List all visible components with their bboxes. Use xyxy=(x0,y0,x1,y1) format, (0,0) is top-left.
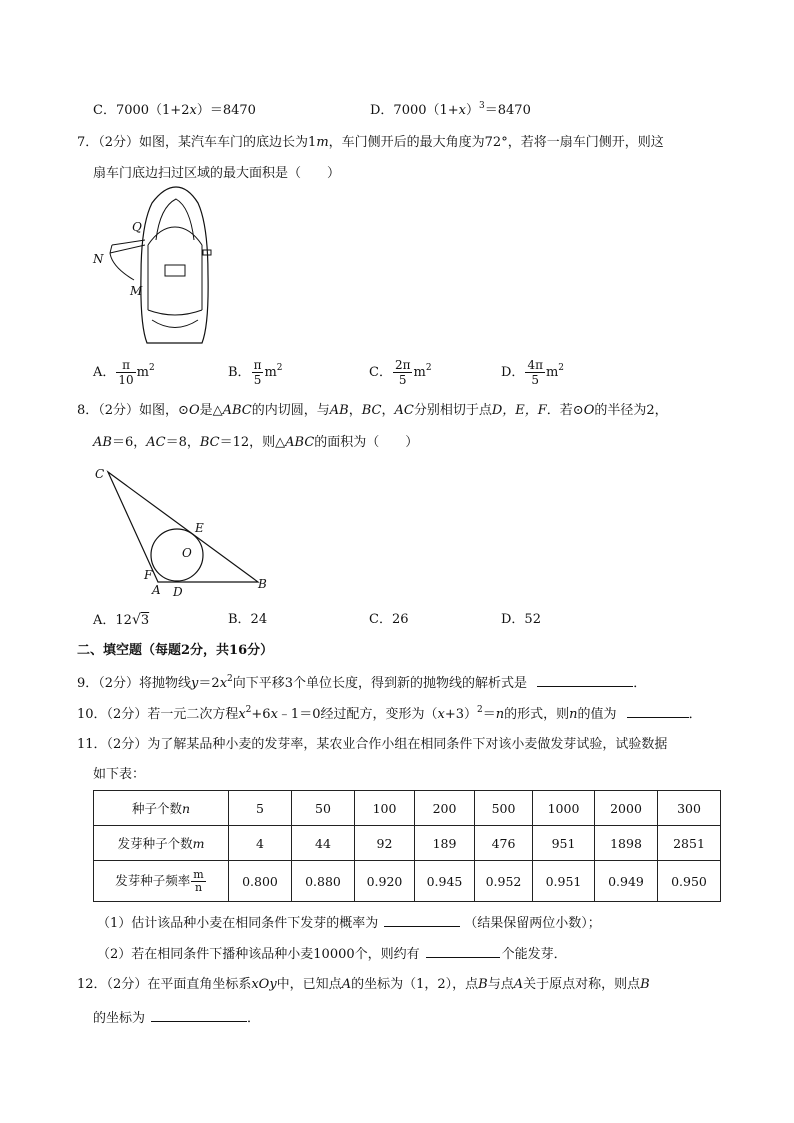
table-row xyxy=(94,791,721,826)
fig8-label-d: D xyxy=(173,585,183,599)
table-cell: 1000 xyxy=(533,791,595,826)
q8-stem-line1: 8．（2分）如图，⊙O是△ABC的内切圆，与AB，BC，AC分别相切于点D，E，F．若⊙O的半径为2， xyxy=(77,403,668,418)
fig8-label-c: C xyxy=(95,467,105,481)
q12-stem-line1: 12．（2分）在平面直角坐标系xOy中，已知点A的坐标为（1，2），点B与点A关于原点对称，则点B xyxy=(77,977,650,992)
fig7-label-q: Q xyxy=(132,220,142,234)
fig8-label-o: O xyxy=(182,546,192,560)
fig8-label-b: B xyxy=(258,577,267,591)
table-cell: 951 xyxy=(533,826,595,861)
table-cell: 0.951 xyxy=(533,861,595,902)
q12-answer-blank[interactable] xyxy=(151,1009,247,1022)
table-cell: 0.880 xyxy=(292,861,355,902)
q11-sub1: （1）估计该品种小麦在相同条件下发芽的概率为 （结果保留两位小数）； xyxy=(97,916,601,931)
table-cell: 0.949 xyxy=(595,861,658,902)
table-cell: 0.945 xyxy=(415,861,475,902)
q11-sub2-answer-blank[interactable] xyxy=(426,945,500,958)
table-cell: 189 xyxy=(415,826,475,861)
q10-answer-blank[interactable] xyxy=(627,705,689,718)
q7-stem-line2: 扇车门底边扫过区域的最大面积是（ ） xyxy=(93,166,341,181)
q7-option-a: A． $\frac{\pi}{10}$ $m^2$ xyxy=(93,358,155,387)
q10-stem: 10．（2分）若一元二次方程$x^2+6x﹣1=0$经过配方，变形为$(x+3)^2=n$的形式，则n的值为 ． xyxy=(77,705,702,722)
q11-stem-line1: 11．（2分）为了解某品种小麦的发芽率，某农业合作小组在相同条件下对该小麦做发芽试验，试验数据 xyxy=(77,737,668,752)
table-cell: 1898 xyxy=(595,826,658,861)
q7-stem-line1: 7．（2分）如图，某汽车车门的底边长为1m，车门侧开后的最大角度为72°，若将一扇车门侧开，则这 xyxy=(77,135,664,150)
row-header-germinated: 发芽种子个数m xyxy=(94,826,229,861)
row-header-seeds: 种子个数n xyxy=(94,791,229,826)
table-row xyxy=(94,826,721,861)
table-cell: 200 xyxy=(415,791,475,826)
row-header-frequency: 发芽种子频率 $\frac{m}{n}$ xyxy=(94,861,229,902)
q7-option-c: C． $\frac{2\pi}{5}$ $m^2$ xyxy=(369,358,432,387)
table-cell: 0.920 xyxy=(355,861,415,902)
q6-option-d: D．$7000(1+x)^3=8470$ xyxy=(370,101,531,118)
fig8-label-e: E xyxy=(195,521,204,535)
table-cell: 50 xyxy=(292,791,355,826)
q11-sub1-answer-blank[interactable] xyxy=(384,914,460,927)
table-cell: 300 xyxy=(658,791,721,826)
table-cell: 0.952 xyxy=(475,861,533,902)
q12-stem-line2: 的坐标为 ． xyxy=(93,1011,261,1026)
fig7-label-n: N xyxy=(93,252,104,266)
table-row xyxy=(94,861,721,902)
table-cell: 0.950 xyxy=(658,861,721,902)
table-cell: 100 xyxy=(355,791,415,826)
table-cell: 476 xyxy=(475,826,533,861)
table-cell: 4 xyxy=(229,826,292,861)
q6-option-c: C．7000（1+2x）＝8470 xyxy=(93,103,256,118)
q8-option-b: B．24 xyxy=(228,612,268,627)
q7-option-d: D． $\frac{4\pi}{5}$ $m^2$ xyxy=(501,358,565,387)
fig8-label-a: A xyxy=(152,583,161,597)
table-cell: 500 xyxy=(475,791,533,826)
table-cell: 0.800 xyxy=(229,861,292,902)
table-cell: 2851 xyxy=(658,826,721,861)
q11-stem-line2: 如下表： xyxy=(93,767,146,782)
incircle-triangle-figure xyxy=(90,460,280,600)
q11-sub2: （2）若在相同条件下播种该品种小麦10000个，则约有 个能发芽． xyxy=(97,947,567,962)
q8-option-c: C．26 xyxy=(369,612,409,627)
q9-stem: 9．（2分）将抛物线$y=2x^2$向下平移3个单位长度，得到新的抛物线的解析式是 ． xyxy=(77,674,647,691)
table-cell: 92 xyxy=(355,826,415,861)
q8-option-a: A．12√3 xyxy=(93,612,150,628)
q8-stem-line2: AB＝6，AC＝8，BC＝12，则△ABC的面积为（ ） xyxy=(93,435,419,450)
fig8-label-f: F xyxy=(144,568,153,582)
car-door-figure xyxy=(90,185,220,355)
table-cell: 2000 xyxy=(595,791,658,826)
q8-option-d: D．52 xyxy=(501,612,541,627)
q7-option-b: B． $\frac{\pi}{5}$ $m^2$ xyxy=(228,358,283,387)
germination-table xyxy=(93,790,721,902)
table-cell: 5 xyxy=(229,791,292,826)
section-heading-fill-blank: 二、填空题（每题2分，共16分） xyxy=(77,643,274,658)
table-cell: 44 xyxy=(292,826,355,861)
fig7-label-m: M xyxy=(130,284,143,298)
q9-answer-blank[interactable] xyxy=(537,674,633,687)
